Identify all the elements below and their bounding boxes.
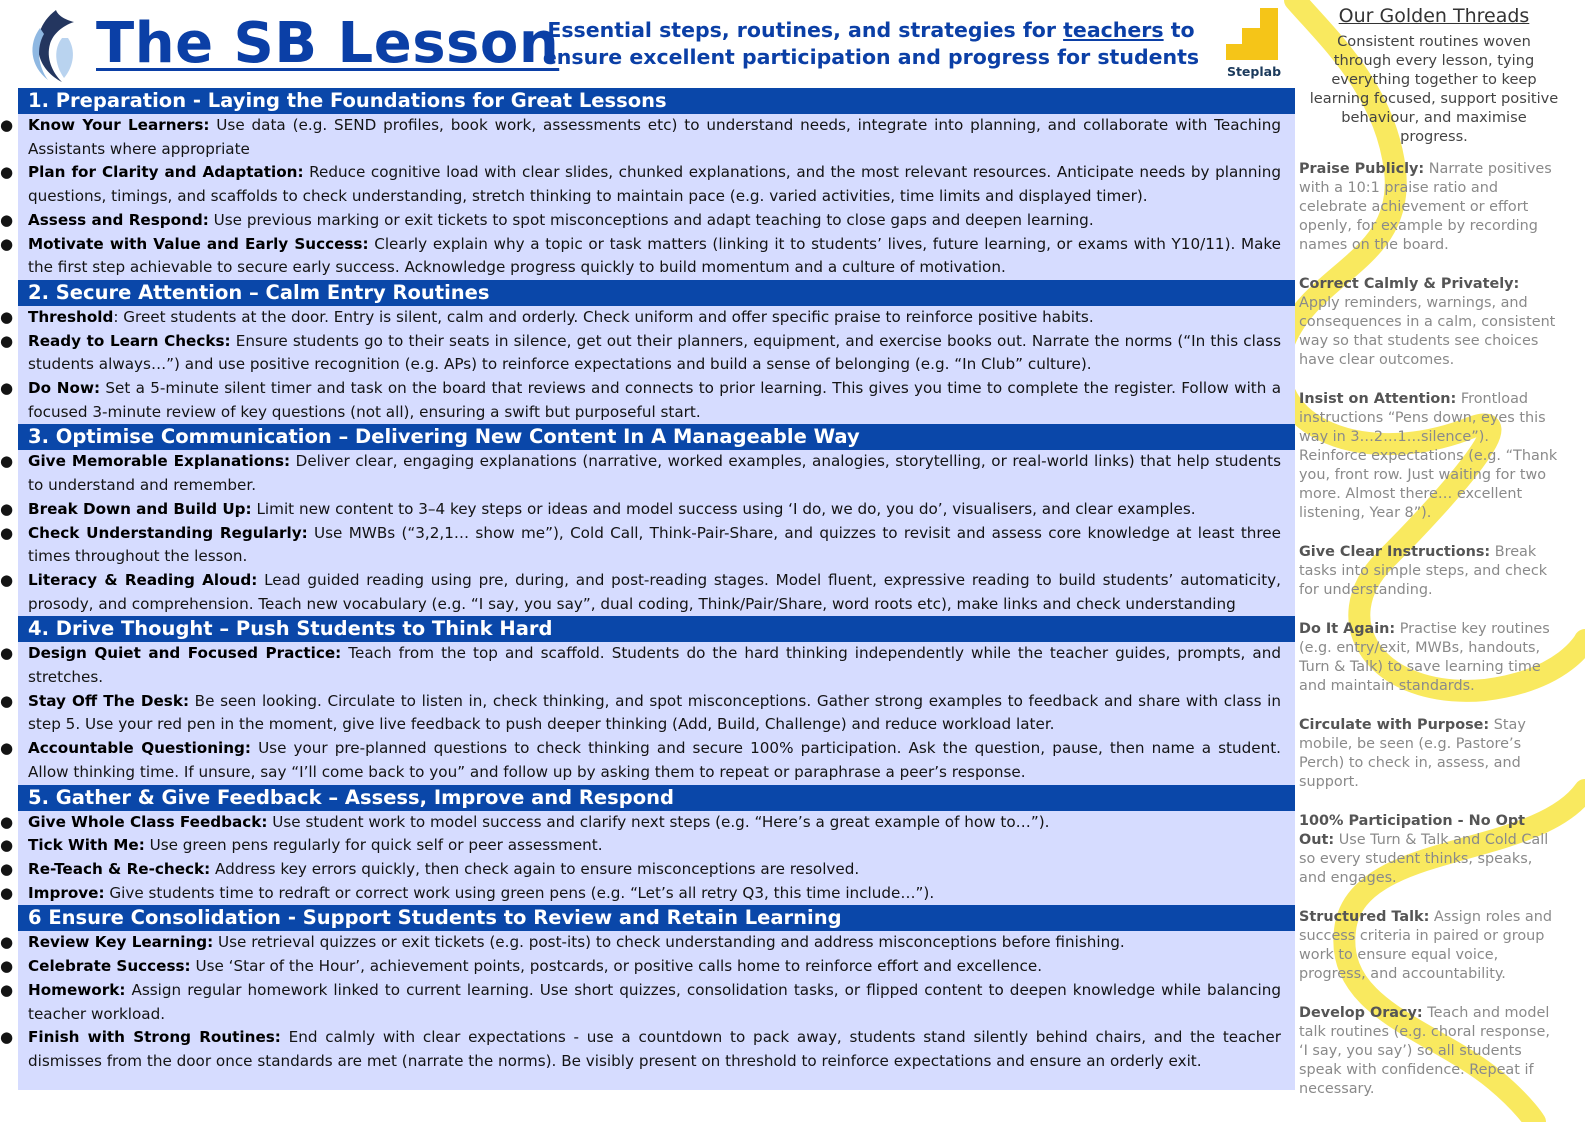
section-title: 1. Preparation - Laying the Foundations for Great Lessons	[18, 88, 1295, 114]
point-label: Threshold	[28, 307, 114, 326]
section-secure-attention	[0, 280, 1295, 425]
point-text: Use student work to model success and clarify next steps (e.g. “Here’s a great example of how to…”).	[267, 812, 1050, 831]
point-text: Ensure students go to their seats in silence, get out their planners, equipment, and exercise books out. Narrate the norms (“In this class students always…”) and use positive recognition (e.g. APs) to reinforce expectations and build a sense of belonging (e.g. “In Club” culture).	[28, 331, 1281, 374]
lesson-steps	[0, 88, 1295, 1090]
list-item	[0, 114, 1281, 161]
thread-item	[1299, 543, 1561, 600]
thread-text: Stay mobile, be seen (e.g. Pastore’s Perch) to check in, assess, and support.	[1299, 717, 1526, 790]
point-label: Plan for Clarity and Adaptation:	[28, 163, 304, 182]
list-item	[0, 209, 1281, 233]
thread-item	[1299, 620, 1561, 696]
point-text: : Greet students at the door. Entry is silent, calm and orderly. Check uniform and offer specific praise to reinforce positive habits.	[113, 307, 1094, 326]
bullet-icon: ●	[0, 836, 14, 855]
bullet-icon: ●	[0, 163, 14, 182]
point-label: Ready to Learn Checks:	[28, 331, 231, 350]
section-title: 3. Optimise Communication – Delivering New Content In A Manageable Way	[18, 424, 1295, 450]
point-label: Give Memorable Explanations:	[28, 452, 291, 471]
list-item	[0, 450, 1282, 497]
subtitle-text-start: Essential steps, routines, and strategies for	[547, 18, 1064, 42]
section-title: 2. Secure Attention – Calm Entry Routines	[18, 280, 1295, 306]
list-item	[0, 690, 1281, 737]
steplab-logo	[1226, 8, 1282, 82]
list-item	[0, 931, 1281, 955]
section-preparation	[0, 88, 1295, 280]
point-label: Celebrate Success:	[28, 957, 191, 976]
list-item	[0, 955, 1281, 979]
thread-item	[1299, 160, 1561, 255]
point-label: Give Whole Class Feedback:	[28, 812, 268, 831]
point-label: Finish with Strong Routines:	[28, 1028, 281, 1047]
sidebar-title: Our Golden Threads	[1338, 5, 1530, 27]
bullet-icon: ●	[0, 210, 14, 229]
list-item	[0, 233, 1282, 280]
list-item	[0, 377, 1281, 424]
subtitle-teachers-link[interactable]: teachers	[1063, 18, 1164, 42]
point-text: Assign regular homework linked to current learning. Use short quizzes, consolidation tasks, or flipped content to deepen knowledge while balancing teacher workload.	[28, 980, 1281, 1023]
point-label: Design Quiet and Focused Practice:	[28, 644, 342, 663]
list-item	[0, 834, 1281, 858]
section-title: 6 Ensure Consolidation - Support Students to Review and Retain Learning	[18, 905, 1295, 931]
thread-title: Correct Calmly & Privately:	[1299, 276, 1520, 292]
point-label: Tick With Me:	[28, 836, 145, 855]
point-label: Motivate with Value and Early Success:	[28, 234, 369, 253]
bullet-icon: ●	[0, 739, 14, 758]
thread-title: Structured Talk:	[1299, 909, 1430, 925]
point-text: Use data (e.g. SEND profiles, book work, assessments etc) to understand needs, integrate into planning, and collaborate with Teaching Assistants where appropriate	[28, 116, 1281, 158]
thread-item	[1299, 1004, 1561, 1099]
point-text: End calmly with clear expectations - use a countdown to pack away, students stand silently behind chairs, and the teacher dismisses from the door once standards are met (narrate the norms). Be visibly present on threshold to reinforce expectations and ensure an orderly exit.	[28, 1028, 1281, 1070]
list-item	[0, 858, 1281, 882]
point-text: Teach from the top and scaffold. Students do the hard thinking independently while the teacher guides, prompts, and stretches.	[28, 644, 1281, 687]
bullet-icon: ●	[0, 523, 14, 542]
bullet-icon: ●	[0, 691, 14, 710]
list-item	[0, 330, 1281, 377]
point-label: Review Key Learning:	[28, 933, 214, 952]
point-text: Reduce cognitive load with clear slides, chunked explanations, and the most relevant resources. Anticipate needs by planning questions, timings, and scaffolds to check understanding, stretch thinking to maintain pace (e.g. varied activities, time limits and displayed timer).	[28, 163, 1281, 206]
point-label: Re-Teach & Re-check:	[28, 859, 211, 878]
point-label: Improve:	[28, 883, 105, 902]
bullet-icon: ●	[0, 452, 14, 471]
point-label: Accountable Questioning:	[28, 739, 251, 758]
bullet-icon: ●	[0, 570, 14, 589]
page-subtitle	[520, 17, 1222, 71]
point-text: Give students time to redraft or correct work using green pens (e.g. “Let’s all retry Q3, this time include…”).	[104, 883, 935, 902]
point-text: Limit new content to 3–4 key steps or ideas and model success using ‘I do, we do, you do’, visualisers, and clear examples.	[251, 499, 1196, 518]
list-item	[0, 882, 1281, 906]
list-item	[0, 306, 1281, 330]
bullet-icon: ●	[0, 331, 14, 350]
thread-title: 100% Participation - No Opt Out:	[1299, 813, 1526, 848]
point-label: Know Your Learners:	[28, 116, 210, 134]
point-text: Address key errors quickly, then check again to ensure misconceptions are resolved.	[210, 859, 860, 878]
point-label: Literacy & Reading Aloud:	[28, 570, 258, 589]
thread-text: Narrate positives with a 10:1 praise ratio and celebrate achievement or effort openly, for example by recording names on the board.	[1299, 161, 1552, 253]
point-text: Deliver clear, engaging explanations (narrative, worked examples, analogies, storytelling, or real-world links) that help students to understand and remember.	[28, 452, 1282, 495]
bullet-icon: ●	[0, 957, 14, 976]
list-item	[0, 498, 1281, 522]
golden-threads-sidebar	[1299, 4, 1561, 1119]
list-item	[0, 522, 1281, 569]
point-text: Use your pre-planned questions to check thinking and secure 100% participation. Ask the question, pause, then name a student. Allow thinking time. If unsure, say “I’ll come back to you” and follow up by asking them to repeat or paraphrase a peer’s response.	[28, 739, 1281, 781]
thread-item	[1299, 716, 1561, 792]
thread-text: Practise key routines (e.g. entry/exit, MWBs, handouts, Turn & Talk) to save learning time and maintain standards.	[1299, 621, 1550, 694]
bullet-icon: ●	[0, 379, 14, 398]
bullet-icon: ●	[0, 812, 14, 831]
bullet-icon: ●	[0, 859, 14, 878]
point-text: Be seen looking. Circulate to listen in, check thinking, and spot misconceptions. Gather strong examples to feedback and share with class in step 5. Use your red pen in the moment, give live feedback to push deeper thinking (Add, Build, Challenge) and reduce workload later.	[28, 691, 1281, 734]
point-label: Homework:	[28, 980, 126, 999]
point-label: Stay Off The Desk:	[28, 691, 190, 710]
bullet-icon: ●	[0, 116, 14, 134]
point-label: Assess and Respond:	[28, 210, 209, 229]
page-title: The SB Lesson	[96, 11, 560, 76]
section-optimise-communication	[0, 424, 1295, 616]
bullet-icon: ●	[0, 307, 14, 326]
thread-text: Break tasks into simple steps, and check for understanding.	[1299, 544, 1548, 598]
section-consolidation	[0, 905, 1295, 1073]
thread-title: Praise Publicly:	[1299, 161, 1425, 177]
thread-title: Do It Again:	[1299, 621, 1396, 637]
school-logo	[26, 8, 82, 84]
thread-title: Circulate with Purpose:	[1299, 717, 1490, 733]
point-label: Break Down and Build Up:	[28, 499, 252, 518]
list-item	[0, 642, 1281, 689]
thread-item	[1299, 390, 1561, 523]
thread-item	[1299, 812, 1561, 888]
bullet-icon: ●	[0, 1028, 14, 1047]
section-gather-feedback	[0, 785, 1295, 906]
steplab-label: Steplab	[1226, 64, 1282, 79]
bullet-icon: ●	[0, 644, 14, 663]
list-item	[0, 811, 1281, 835]
point-text: Lead guided reading using pre, during, and post-reading stages. Model fluent, expressive reading to build students’ automaticity, prosody, and comprehension. Teach new vocabulary (e.g. “I say, you say”, dual coding, Think/Pair/Share, word roots etc), make links and check understanding	[28, 570, 1281, 613]
point-label: Check Understanding Regularly:	[28, 523, 308, 542]
bullet-icon: ●	[0, 234, 14, 253]
thread-text: Assign roles and success criteria in paired or group work to ensure equal voice, progress, and accountability.	[1299, 909, 1552, 982]
point-text: Use ‘Star of the Hour’, achievement points, postcards, or positive calls home to reinforce effort and excellence.	[190, 957, 1043, 976]
thread-text: Teach and model talk routines (e.g. choral response, ‘I say, you say’) so all students speak with confidence. Repeat if necessary.	[1299, 1005, 1550, 1097]
thread-text: Frontload instructions “Pens down, eyes this way in 3…2…1…silence”). Reinforce expectations (e.g. “Thank you, front row. Just waiting for two more. Almost there… excellent listening, Year 8”).	[1299, 391, 1558, 521]
section-title: 4. Drive Thought – Push Students to Think Hard	[18, 616, 1295, 642]
point-text: Use MWBs (“3,2,1… show me”), Cold Call, Think-Pair-Share, and quizzes to revisit and assess core knowledge at least three times throughout the lesson.	[28, 523, 1281, 566]
thread-title: Insist on Attention:	[1299, 391, 1457, 407]
bullet-icon: ●	[0, 980, 14, 999]
thread-title: Give Clear Instructions:	[1299, 544, 1491, 560]
thread-text: Use Turn & Talk and Cold Call so every student thinks, speaks, and engages.	[1299, 832, 1549, 886]
thread-title: Develop Oracy:	[1299, 1005, 1423, 1021]
thread-item	[1299, 275, 1561, 370]
list-item	[0, 1026, 1281, 1073]
point-text: Use previous marking or exit tickets to spot misconceptions and adapt teaching to close gaps and deepen learning.	[208, 210, 1094, 229]
point-text: Use green pens regularly for quick self or peer assessment.	[144, 836, 603, 855]
bullet-icon: ●	[0, 499, 14, 518]
thread-text: Apply reminders, warnings, and consequences in a calm, consistent way so that students see choices have clear outcomes.	[1299, 295, 1556, 368]
thread-item	[1299, 908, 1561, 984]
sidebar-intro: Consistent routines woven through every lesson, tying everything together to keep learning focused, support positive behaviour, and maximise progress.	[1309, 33, 1559, 145]
bullet-icon: ●	[0, 883, 14, 902]
point-text: Set a 5-minute silent timer and task on the board that reviews and connects to prior learning. This gives you time to complete the register. Follow with a focused 3-minute review of key questions (not all), ensuring a swift but purposeful start.	[28, 379, 1281, 421]
section-drive-thought	[0, 616, 1295, 784]
list-item	[0, 569, 1281, 616]
bullet-icon: ●	[0, 933, 14, 952]
list-item	[0, 979, 1281, 1026]
point-text: Clearly explain why a topic or task matters (linking it to students’ lives, future learning, or exams with Y10/11). Make the first step achievable to secure early success. Acknowledge progress quickly to build momentum and a culture of motivation.	[28, 234, 1282, 277]
list-item	[0, 737, 1281, 784]
subtitle-text-end: to ensure excellent participation and progress for students	[542, 18, 1200, 69]
point-text: Use retrieval quizzes or exit tickets (e.g. post-its) to check understanding and address misconceptions before finishing.	[213, 933, 1125, 952]
list-item	[0, 161, 1281, 208]
section-title: 5. Gather & Give Feedback – Assess, Improve and Respond	[18, 785, 1295, 811]
steplab-icon	[1226, 8, 1282, 64]
point-label: Do Now:	[28, 379, 101, 398]
